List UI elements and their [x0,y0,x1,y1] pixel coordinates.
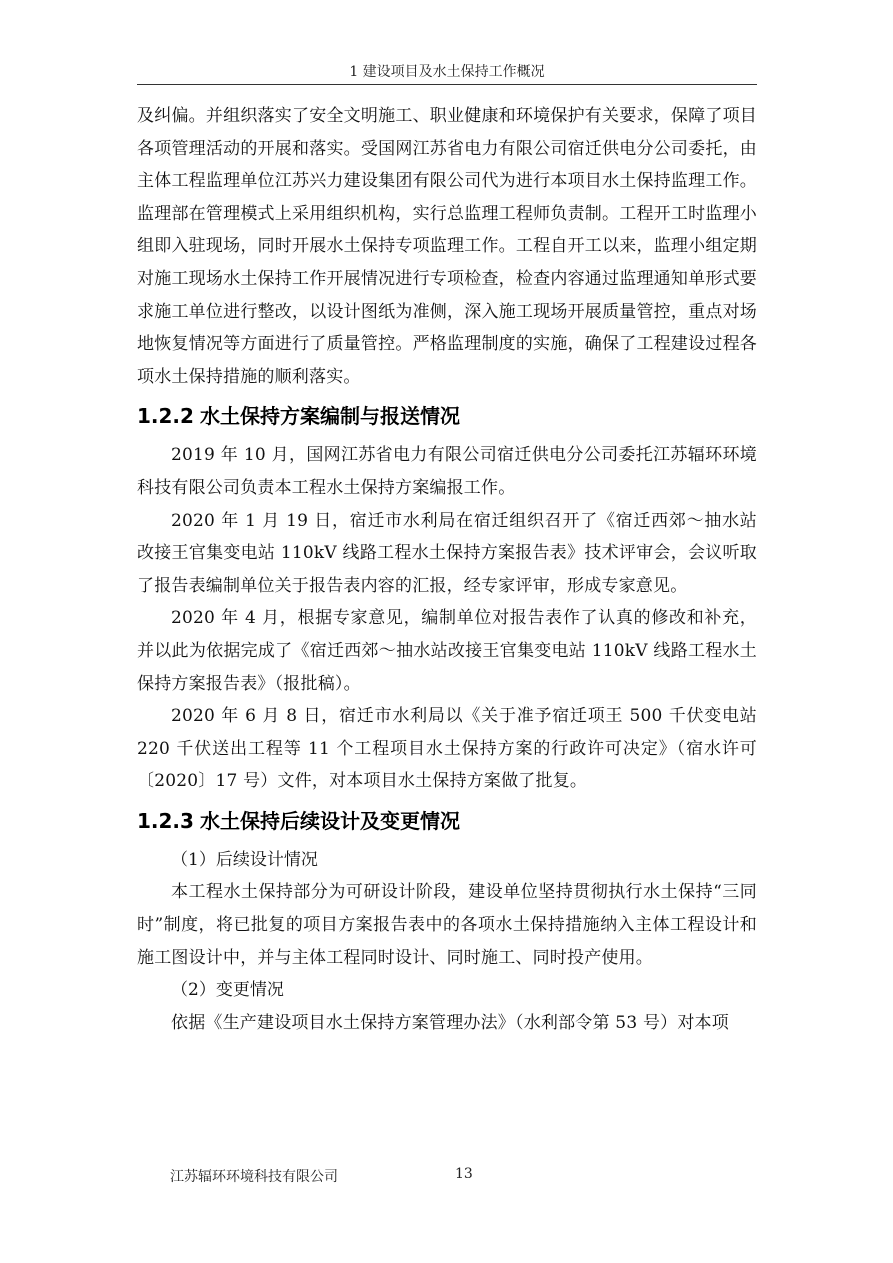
section-heading-1-2-3 [137,798,757,844]
footer-company-name: 江苏辐环环境科技有限公司 [170,1169,338,1185]
body-paragraph: 2020 年 1 月 19 日，宿迁市水利局在宿迁组织召开了《宿迁西郊～抽水站改接王官集变电站 110kV 线路工程水土保持方案报告表》技术评审会，会议听取了报告表编制单位关于报告表内容的汇报，经专家评审，形成专家意见。 [137,510,757,596]
body-paragraph: 及纠偏。并组织落实了安全文明施工、职业健康和环境保护有关要求，保障了项目各项管理活动的开展和落实。受国网江苏省电力有限公司宿迁供电分公司委托，由主体工程监理单位江苏兴力建设集团有限公司代为进行本项目水土保持监理工作。监理部在管理模式上采用组织机构，实行总监理工程师负责制。工程开工时监理小组即入驻现场，同时开展水土保持专项监理工作。工程自开工以来，监理小组定期对施工现场水土保持工作开展情况进行专项检查，检查内容通过监理通知单形式要求施工单位进行整改，以设计图纸为准侧，深入施工现场开展质量管控，重点对场地恢复情况等方面进行了质量管控。严格监理制度的实施，确保了工程建设过程各项水土保持措施的顺利落实。 [137,106,757,387]
body-paragraph: 本工程水土保持部分为可研设计阶段，建设单位坚持贯彻执行水土保持“三同时”制度，将已批复的项目方案报告表中的各项水土保持措施纳入主体工程设计和施工图设计中，并与主体工程同时设计、同时施工、同时投产使用。 [137,882,757,968]
section-title: 水土保持后续设计及变更情况 [199,808,460,833]
header-divider [137,84,757,85]
document-body [137,100,757,1039]
section-heading-1-2-2 [137,393,757,439]
body-paragraph: 2020 年 4 月，根据专家意见，编制单位对报告表作了认真的修改和补充，并以此为依据完成了《宿迁西郊～抽水站改接王官集变电站 110kV 线路工程水土保持方案报告表》（报批稿）。 [137,608,757,694]
body-paragraph: 2020 年 6 月 8 日，宿迁市水利局以《关于准予宿迁项王 500 千伏变电站 220 千伏送出工程等 11 个工程项目水土保持方案的行政许可决定》（宿水许可〔2020〕17 号）文件，对本项目水土保持方案做了批复。 [137,706,757,792]
subsection-title: （2）变更情况 [171,980,284,1001]
section-title: 水土保持方案编制与报送情况 [199,404,460,429]
section-number: 1.2.2 [137,404,194,429]
page-number: 13 [455,1166,473,1182]
section-number: 1.2.3 [137,808,194,833]
body-paragraph: 2019 年 10 月，国网江苏省电力有限公司宿迁供电分公司委托江苏辐环环境科技有限公司负责本工程水土保持方案编报工作。 [137,445,757,498]
running-header: 1 建设项目及水土保持工作概况 [349,64,545,80]
body-paragraph: 依据《生产建设项目水土保持方案管理办法》（水利部令第 53 号）对本项 [171,1012,729,1033]
subsection-title: （1）后续设计情况 [171,849,318,870]
